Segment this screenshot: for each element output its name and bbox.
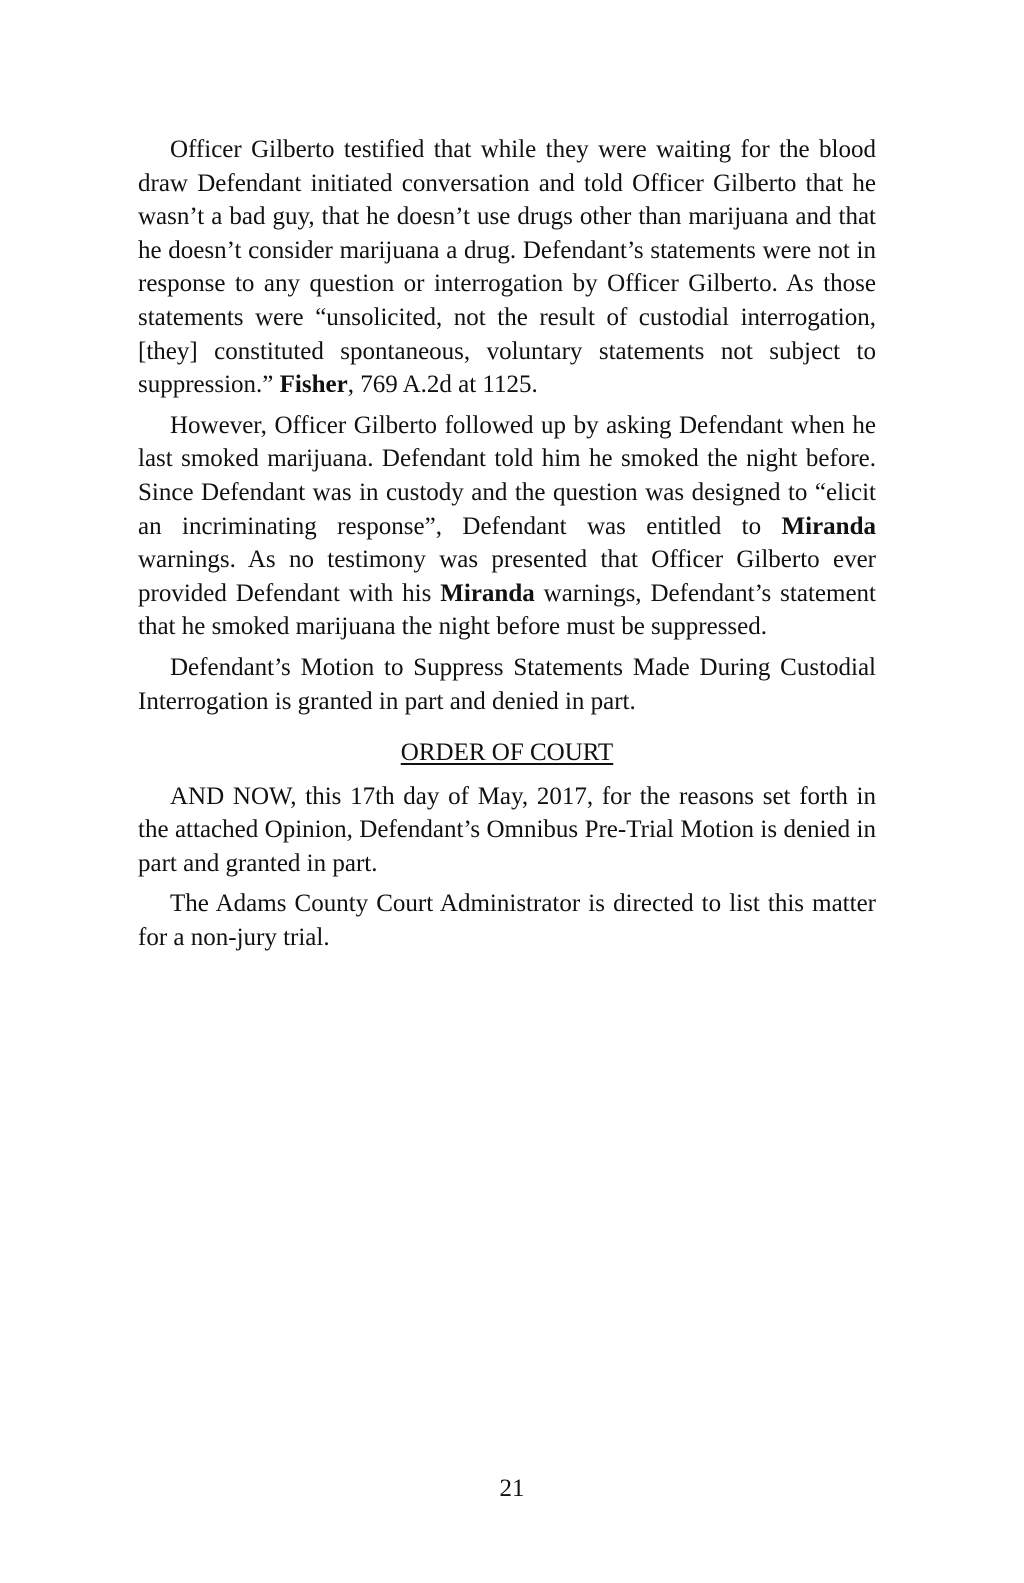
paragraph-text: However, Officer Gilberto followed up by asking Defendant when he last smoked marijuana. Defendant told him he smoked the night before. Since Defendant was in custody and the question was designed to “elicit an incriminating response”, Defendant was entitled to bbox=[138, 411, 876, 540]
citation-reference: , 769 A.2d at 1125. bbox=[347, 371, 538, 399]
paragraph-text: Officer Gilberto testified that while they were waiting for the blood draw Defendant initiated conversation and told Officer Gilberto that he wasn’t a bad guy, that he doesn’t use drugs other than marijuana and that he doesn’t consider marijuana a drug. Defendant’s statements were not in response to any question or interrogation by Officer Gilberto. As those statements were “unsolicited, not the result of custodial interrogation, [they] constituted spontaneous, voluntary statements not subject to suppression.” bbox=[138, 136, 876, 399]
case-citation-fisher: Fisher bbox=[279, 371, 348, 399]
page-number: 21 bbox=[499, 1475, 525, 1502]
term-miranda: Miranda bbox=[781, 512, 876, 540]
document-page bbox=[138, 133, 876, 962]
paragraph-motion-ruling: Defendant’s Motion to Suppress Statements Made During Custodial Interrogation is granted in part and denied in part. bbox=[138, 653, 876, 715]
paragraph-miranda bbox=[138, 409, 876, 644]
term-miranda: Miranda bbox=[440, 579, 535, 607]
paragraph-text: warnings. As no testimony was presented that Officer Gilberto ever provided Defendant with his bbox=[138, 546, 876, 607]
paragraph-spontaneous-statements bbox=[138, 133, 876, 402]
order-paragraph-ruling: AND NOW, this 17th day of May, 2017, for the reasons set forth in the attached Opinion, Defendant’s Omnibus Pre-Trial Motion is denied in part and granted in part. bbox=[138, 782, 876, 877]
paragraph-text: warnings, Defendant’s statement that he smoked marijuana the night before must be suppressed. bbox=[138, 579, 876, 641]
order-paragraph-directive: The Adams County Court Administrator is directed to list this matter for a non-jury trial. bbox=[138, 890, 876, 952]
order-heading: ORDER OF COURT bbox=[400, 739, 614, 767]
